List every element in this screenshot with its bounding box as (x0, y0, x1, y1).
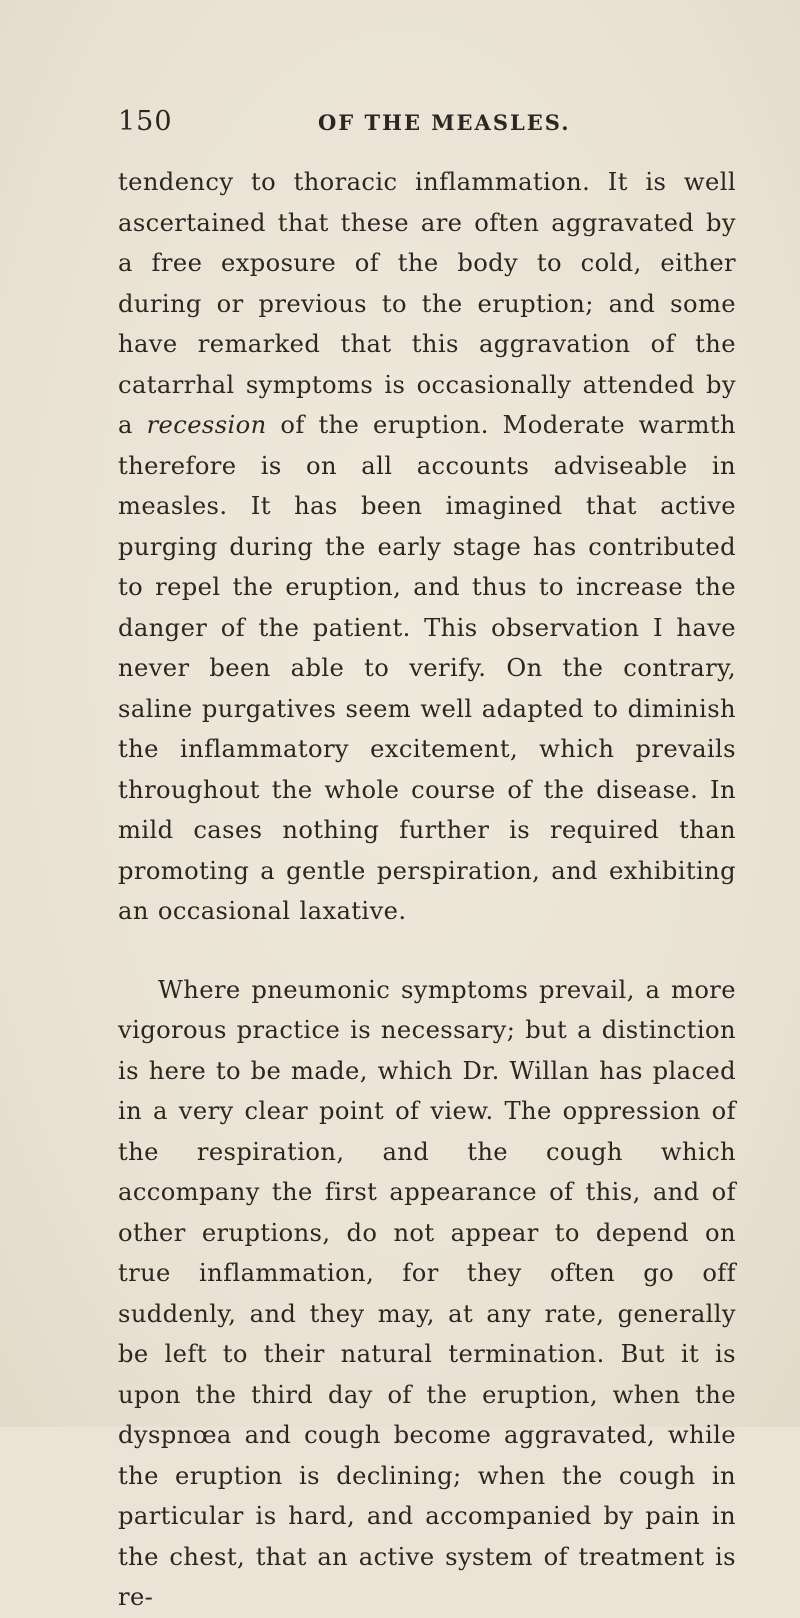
page-number: 150 (118, 106, 173, 137)
body-text (118, 162, 736, 1618)
paragraph-1-text-after: of the eruption. Moderate warmth therefore is on all accounts adviseable in measles. It has been imagined that active purging during the early stage has contributed to repel the eruption, and thus to increase the danger of the patient. This observation I have never been able to verify. On the contrary, saline purgatives seem well adapted to diminish the inflammatory excitement, which prevails throughout the whole course of the disease. In mild cases nothing further is required than promoting a gentle perspiration, and exhibiting an occasional laxative. (118, 411, 736, 925)
paragraph-2: Where pneumonic symptoms prevail, a more vigorous practice is necessary; but a distinction is here to be made, which Dr. Willan has placed in a very clear point of view. The oppression of the respiration, and the cough which accompany the first appearance of this, and of other eruptions, do not appear to depend on true inflammation, for they often go off suddenly, and they may, at any rate, generally be left to their natural termination. But it is upon the third day of the eruption, when the dyspnœa and cough become aggravated, while the eruption is declining; when the cough in particular is hard, and accompanied by pain in the chest, that an active system of treatment is re- (118, 975, 736, 1611)
page-header (0, 106, 800, 138)
paragraph-1 (118, 162, 736, 932)
paragraph-1-text-before: tendency to thoracic inflammation. It is well ascertained that these are often aggravated by a free exposure of the body to cold, either during or previous to the eruption; and some have remarked that this aggravation of the catarrhal symptoms is occasionally attended by a (118, 168, 736, 439)
emphasis-recession: recession (146, 411, 267, 439)
running-head: OF THE MEASLES. (318, 110, 571, 135)
